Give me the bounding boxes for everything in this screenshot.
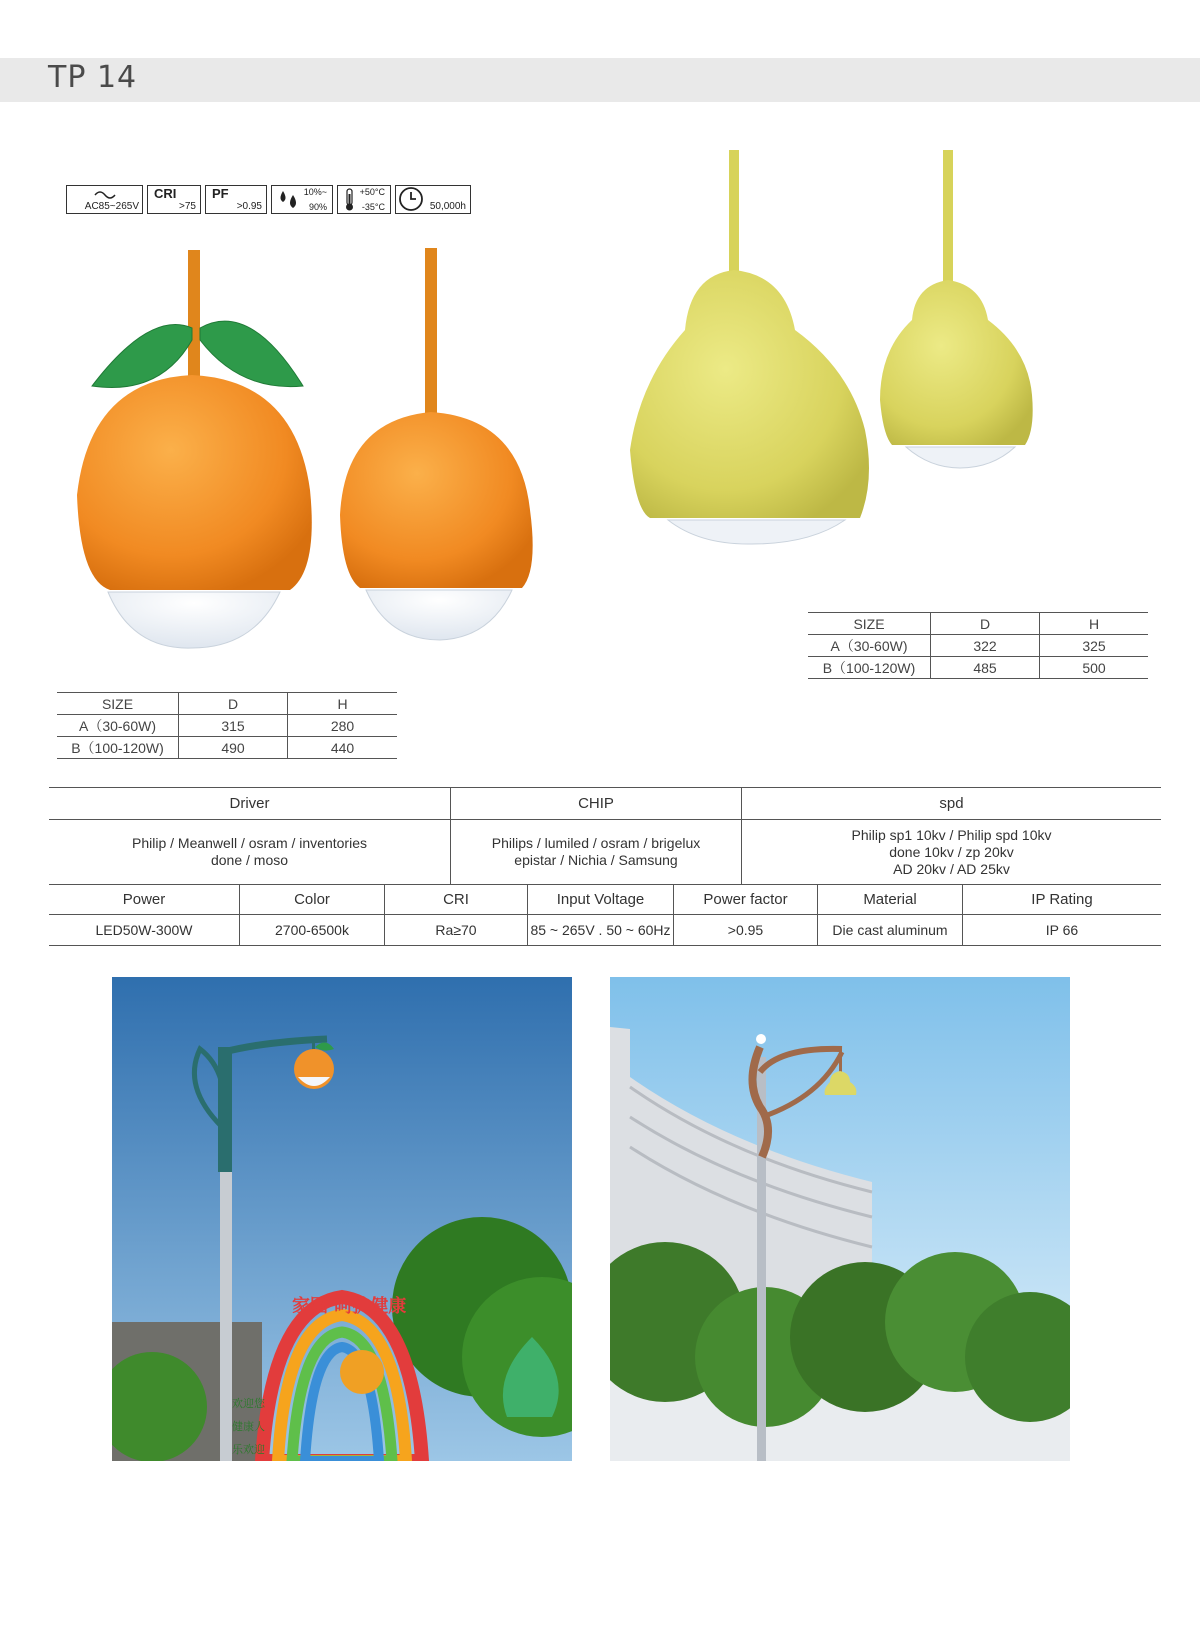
- header-power: Power: [49, 884, 240, 915]
- pear-size-table: [808, 612, 1148, 679]
- temperature-icon: [337, 185, 391, 214]
- cri-icon: [147, 185, 201, 214]
- header-size: SIZE: [57, 693, 179, 715]
- table-cell: 500: [1040, 657, 1149, 679]
- water-drop-icon: [275, 186, 305, 213]
- table-cell: IP 66: [963, 915, 1162, 946]
- sign-text: 欢迎您: [232, 1397, 265, 1410]
- orange-size-table: [57, 692, 397, 759]
- table-header-row: [808, 613, 1148, 635]
- header-chip: CHIP: [451, 788, 742, 820]
- header-power-factor: Power factor: [674, 884, 818, 915]
- pear-lamps-image: [630, 150, 1070, 570]
- header-bar: [0, 58, 1200, 102]
- voltage-text: AC85~265V: [84, 201, 139, 212]
- table-header-row: [49, 884, 1161, 915]
- lifetime-text: 50,000h: [429, 201, 466, 212]
- table-cell: 440: [288, 737, 398, 759]
- driver-line: Philip / Meanwell / osram / inventories: [132, 835, 367, 851]
- table-cell: A（30-60W): [57, 715, 179, 737]
- pear-stem-a: [729, 150, 739, 275]
- header-ip-rating: IP Rating: [963, 884, 1162, 915]
- sign-text: 乐欢迎: [232, 1443, 265, 1456]
- header-driver: Driver: [49, 788, 451, 820]
- orange-shell-a: [77, 375, 312, 590]
- pear-shell-a: [630, 270, 869, 518]
- components-table: [49, 787, 1161, 885]
- table-row: [49, 915, 1161, 946]
- table-cell: 2700-6500k: [240, 915, 385, 946]
- header-h: H: [288, 693, 398, 715]
- header-material: Material: [818, 884, 963, 915]
- header-d: D: [179, 693, 288, 715]
- table-row: [808, 657, 1148, 679]
- table-cell: Ra≥70: [385, 915, 528, 946]
- table-cell: B（100-120W): [57, 737, 179, 759]
- table-cell: >0.95: [674, 915, 818, 946]
- pear-stem-b: [943, 150, 953, 285]
- spd-cell: [742, 820, 1162, 885]
- table-row: [808, 635, 1148, 657]
- chip-line: Philips / lumiled / osram / brigelux: [491, 835, 701, 851]
- driver-line: done / moso: [210, 852, 289, 868]
- orange-lamps-image: [70, 240, 560, 670]
- orange-dome-a: [108, 592, 280, 648]
- spd-line: Philip sp1 10kv / Philip spd 10kv: [851, 826, 1052, 843]
- pear-lamp-scene-photo: [610, 977, 1070, 1461]
- pf-value: >0.95: [236, 201, 262, 212]
- header-color: Color: [240, 884, 385, 915]
- voltage-icon: [66, 185, 143, 214]
- table-cell: LED50W-300W: [49, 915, 240, 946]
- chip-line: epistar / Nichia / Samsung: [514, 852, 678, 868]
- lifetime-icon: [395, 185, 471, 214]
- orange-stem-a: [188, 250, 200, 380]
- orange-shell-b: [340, 412, 533, 588]
- humidity-min: 10%~: [303, 187, 327, 197]
- orange-lamp-scene-photo: [112, 977, 572, 1461]
- header-cri: CRI: [385, 884, 528, 915]
- table-cell: 280: [288, 715, 398, 737]
- pf-label: PF: [212, 186, 229, 201]
- table-cell: 322: [931, 635, 1040, 657]
- pear-dome-a: [668, 520, 845, 544]
- chip-cell: [451, 820, 742, 885]
- header-spd: spd: [742, 788, 1162, 820]
- orange-leaf-right: [200, 321, 303, 386]
- table-row: [57, 715, 397, 737]
- pole: [220, 1167, 232, 1461]
- humidity-icon: [271, 185, 333, 214]
- header-size: SIZE: [808, 613, 931, 635]
- orange-stem-b: [425, 248, 437, 418]
- pear-dome-b: [906, 447, 1015, 468]
- header-d: D: [931, 613, 1040, 635]
- orange-dome-b: [366, 590, 512, 640]
- table-header-row: [57, 693, 397, 715]
- header-h: H: [1040, 613, 1149, 635]
- table-cell: 325: [1040, 635, 1149, 657]
- table-cell: B（100-120W): [808, 657, 931, 679]
- driver-cell: [49, 820, 451, 885]
- table-cell: A（30-60W): [808, 635, 931, 657]
- header-input-voltage: Input Voltage: [528, 884, 674, 915]
- cri-value: >75: [179, 201, 196, 212]
- spd-line: done 10kv / zp 20kv: [889, 843, 1014, 860]
- pear-shell-b: [880, 280, 1033, 445]
- table-row: [57, 737, 397, 759]
- table-cell: 490: [179, 737, 288, 759]
- cri-label: CRI: [154, 186, 177, 201]
- spec-icons-row: [66, 185, 471, 217]
- sign-text: 家园 呵护健康: [292, 1296, 407, 1317]
- table-cell: 485: [931, 657, 1040, 679]
- spd-line: AD 20kv / AD 25kv: [893, 860, 1010, 877]
- table-cell: 85 ~ 265V . 50 ~ 60Hz: [528, 915, 674, 946]
- temp-min: -35°C: [361, 202, 385, 212]
- pf-icon: [205, 185, 267, 214]
- page-title: TP 14: [48, 60, 138, 95]
- table-cell: 315: [179, 715, 288, 737]
- table-cell: Die cast aluminum: [818, 915, 963, 946]
- humidity-max: 90%: [308, 202, 327, 212]
- parameters-table: [49, 884, 1161, 946]
- temp-max: +50°C: [359, 187, 385, 197]
- table-row: [49, 820, 1161, 885]
- clock-icon: [398, 186, 426, 213]
- thermometer-icon: [342, 186, 358, 213]
- sign-text: 健康人: [232, 1420, 265, 1433]
- table-header-row: [49, 788, 1161, 820]
